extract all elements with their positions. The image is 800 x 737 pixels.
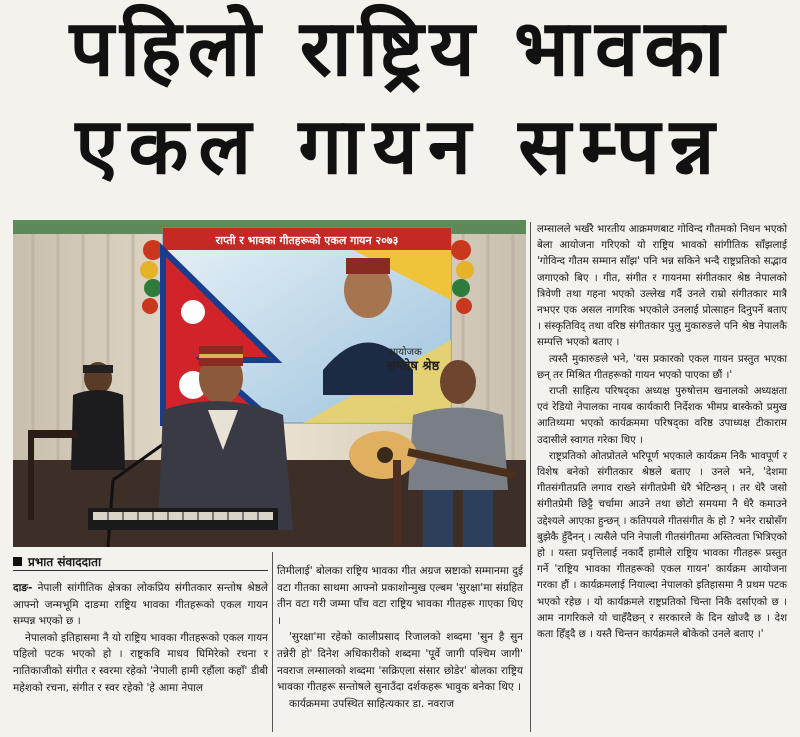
paragraph: लम्सालले भर्खरै भारतीय आक्रमणबाट गोविन्द गौतमको निधन भएको बेला आयोजना गरिएको यो राष्ट्रिय भावको सांगीतिक साँझलाई 'गोविन्द गौतम सम्मान साँझ' पनि भन्न सकिने भन्दै राष्ट्रप्रतिको सद्भाव जगाएको बिए । गीत, संगीत र गायनमा संगीतकार श्रेष्ठ नेपालको त्रिवेणी तथा गहना भएको उल्लेख गर्दै उनले राम्रो संगीतकार मात्रै नभएर एक असल नागरिक भएकोले उनलाई प्रोत्साहन दिनुपर्ने बताए । संस्कृतिविद् तथा वरिष्ठ संगीतकार पुलु मुकारुङले पनि श्रेष्ठ नेपालकै सम्पत्ति भएको बताए । <box>537 224 787 349</box>
paragraph: राष्ट्रप्रतिको ओतप्रोतले भरिपूर्ण भएकाले कार्यक्रम निकै भावपूर्ण र विशेष बनेको संगीतकार श्रेष्ठले बताए । उनले भने, 'देशमा गीतसंगीतप्रति लगाव राख्ने संगीतप्रेमी धेरै भेटिन्छन् । तर धेरै जसो संगीतप्रेमी छिट्टै चर्चामा आउने तथा छोटो समयमा नै धेरै कमाउने उद्देश्यले आएका हुन्छन् । कतिपयले गीतसंगीत के हो ? भनेर राम्रोसँग बुझेकै हुँदैनन् । त्यसैले पनि नेपाली गीतसंगीतमा अस्तित्वता भित्रिएको हो । यस्ता प्रवृत्तिलाई नकार्दै हामीले राष्ट्रिय भावका गीतहरू प्रस्तुत गर्ने 'राष्ट्रिय भावका गीतहरूको एकल गायन' कार्यक्रम आयोजना गरका हौं । कार्यक्रमलाई नियाल्दा नेपालको इतिहासमा नै प्रथम पटक भएको रहेछ । यो कार्यक्रमले राष्ट्रप्रतिको चिन्ता निकै दर्साएको छ । आम नागरिकले यो चाहँदैछन् र सरकारले के दिन खोज्दै छ । देश कता हिँड्दै छ । यस्तै चिन्तन कार्यक्रमले बोकेको उनले बताए ।' <box>537 450 787 641</box>
paragraph: त्यस्तै मुकारुङले भने, 'यस प्रकारको एकल गायन प्रस्तुत भएका छन् तर मिश्रित गीतहरूको गायन भएको पाएका छौं ।' <box>537 353 787 381</box>
paragraph: 'सुरक्षा'मा रहेको कालीप्रसाद रिजालको शब्दमा 'सुन है सुन तन्नेरी हो' दिनेश अधिकारीको शब्दमा 'पूर्वे जागी पश्चिम जागी' नवराज लम्सालको शब्दमा 'सक्रिएला संसार छोडेर' बोलका राष्ट्रिय भावका गीतहरू सन्तोषले सुनाउँदा दर्शकहरू भावुक बनेका थिए । <box>277 631 523 694</box>
banner-small-text: आयोजक <box>388 347 422 358</box>
paragraph <box>13 580 268 630</box>
byline-marker-icon <box>13 557 22 566</box>
headline <box>0 4 800 192</box>
paragraph: नेपालको इतिहासमा नै यो राष्ट्रिय भावका गीतहरूको एकल गायन पहिलो पटक भएको हो । राष्ट्रकवि माधव घिमिरेको रचना र नातिकाजीको संगीत र स्वरमा रहेको 'नेपाली हामी रहौंला कहाँ' डीबी महेशको रचना, संगीत र स्वर रहेको 'हे आमा नेपाल <box>13 631 268 694</box>
paragraph: तिमीलाई' बोलका राष्ट्रिय भावका गीत अग्रज स्रष्टाको सम्मानमा दुई वटा गीतका साथमा आफ्नो प्रकाशोन्मुख एल्बम 'सुरक्षा'मा संग्रहित तीन वटा गरी जम्मा पाँच वटा राष्ट्रिय भावका गीतहरू गाएका थिए । <box>277 565 523 627</box>
paragraph: कार्यक्रममा उपस्थित साहित्यकार डा. नवराज <box>289 697 455 710</box>
byline-text: प्रभात संवाददाता <box>28 554 102 569</box>
article-column-right-top <box>537 222 787 643</box>
byline <box>13 552 268 571</box>
dateline: दाङ- <box>13 582 33 594</box>
concert-photo-illustration <box>13 220 526 547</box>
banner-name: सन्तोष श्रेष्ठ <box>386 359 440 374</box>
banner-title: राप्ती र भावका गीतहरूको एकल गायन २०७३ <box>215 234 399 247</box>
article-column-left <box>13 580 268 696</box>
paragraph: राप्ती साहित्य परिषद्का अध्यक्ष पुरुषोत्तम खनालको अध्यक्षता एवं रेडियो नेपालका नायब कार्यकारी निर्देशक भीमप्र बास्केको प्रमुख आतिथ्यमा भएको कार्यक्रममा परिषद्का वरिष्ठ उपाध्यक्ष टीकाराम उदासीले स्वागत गरेका थिए । <box>537 386 787 446</box>
column-divider <box>272 552 273 732</box>
column-divider <box>530 222 531 732</box>
paragraph-text: नेपाली सांगीतिक क्षेत्रका लोकप्रिय संगीतकार सन्तोष श्रेष्ठले आफ्नो जन्मभूमि दाङमा राष्ट्रिय भावका गीतहरूको एकल गायन सम्पन्न भएको छ । <box>13 582 268 628</box>
headline-line-1: पहिलो राष्ट्रिय भावका <box>69 4 731 94</box>
headline-line-2: एकल गायन सम्पन्न <box>75 102 725 192</box>
news-photo <box>13 220 526 547</box>
article-column-middle <box>277 563 523 712</box>
